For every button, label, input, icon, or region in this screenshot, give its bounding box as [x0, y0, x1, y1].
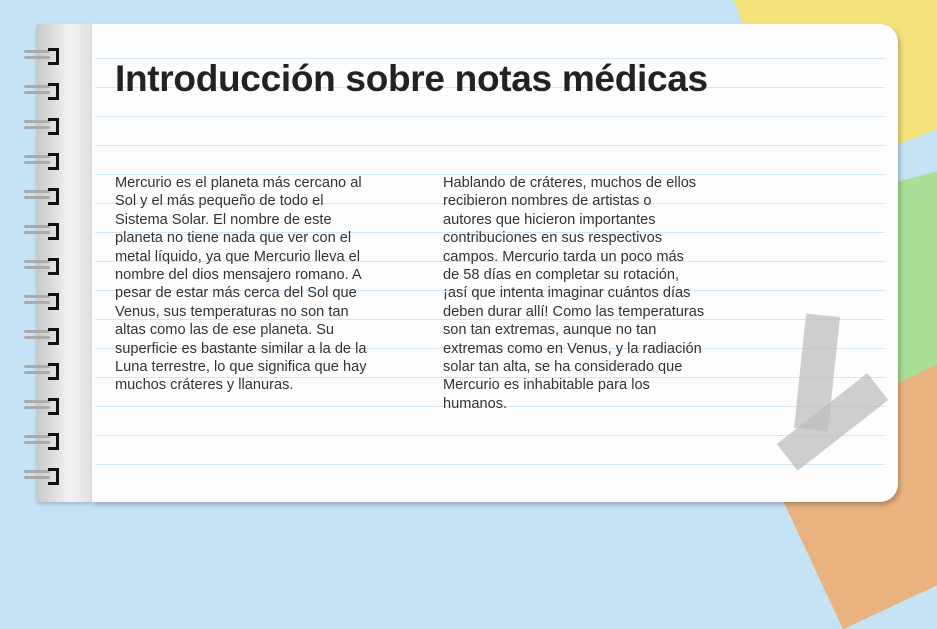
paragraph-line: Luna terrestre, lo que significa que hay — [115, 359, 367, 376]
spiral-ring-icon — [24, 363, 62, 377]
spiral-ring-icon — [24, 468, 62, 482]
text-column-left — [115, 174, 367, 395]
paragraph-line: humanos. — [443, 395, 508, 412]
paragraph-line: Hablando de cráteres, muchos de ellos — [443, 175, 697, 191]
paragraph-line: planeta no tiene nada que ver con el — [115, 230, 352, 247]
paragraph-line: campos. Mercurio tarda un poco más — [443, 248, 684, 265]
spiral-ring-icon — [24, 433, 62, 447]
ruled-line — [95, 145, 885, 146]
paragraph-line: solar tan alta, se ha considerado que — [443, 359, 683, 376]
paragraph-line: metal líquido, ya que Mercurio lleva el — [115, 248, 360, 265]
paragraph-line: recibieron nombres de artistas o — [443, 193, 652, 210]
paragraph-line: superficie es bastante similar a la de la — [115, 340, 367, 357]
paragraph-line: ¡así que intenta imaginar cuántos días — [443, 285, 691, 302]
spiral-ring-icon — [24, 398, 62, 412]
page-title: Introducción sobre notas médicas — [115, 58, 708, 99]
ruled-line — [95, 116, 885, 117]
spiral-ring-icon — [24, 223, 62, 237]
paragraph-line: altas como las de ese planeta. Su — [115, 322, 335, 339]
spiral-ring-icon — [24, 188, 62, 202]
spiral-ring-icon — [24, 293, 62, 307]
paragraph-line: Mercurio es inhabitable para los — [443, 377, 650, 394]
spiral-ring-icon — [24, 48, 62, 62]
spiral-ring-icon — [24, 258, 62, 272]
paragraph-line: son tan extremas, aunque no tan — [443, 322, 657, 339]
paragraph-line: Venus, sus temperaturas no son tan — [115, 303, 349, 320]
paragraph-line: deben durar allí! Como las temperaturas — [443, 303, 705, 320]
paragraph-line: nombre del dios mensajero romano. A — [115, 267, 362, 284]
ruled-line — [95, 464, 885, 465]
paragraph-line: extremas como en Venus, y la radiación — [443, 340, 702, 357]
spiral-ring-icon — [24, 118, 62, 132]
paragraph-line: Mercurio es el planeta más cercano al — [115, 175, 362, 191]
paragraph-line: autores que hicieron importantes — [443, 211, 656, 228]
spiral-ring-icon — [24, 83, 62, 97]
paragraph-line: Sistema Solar. El nombre de este — [115, 211, 332, 228]
ruled-line — [95, 435, 885, 436]
spiral-ring-icon — [24, 328, 62, 342]
text-column-right — [443, 174, 704, 413]
paragraph-line: muchos cráteres y llanuras. — [115, 377, 294, 394]
paragraph-line: pesar de estar más cerca del Sol que — [115, 285, 357, 302]
paragraph-line: de 58 días en completar su rotación, — [443, 267, 680, 284]
paragraph-line: contribuciones en sus respectivos — [443, 230, 663, 247]
spiral-ring-icon — [24, 153, 62, 167]
paragraph-line: Sol y el más pequeño de todo el — [115, 193, 324, 210]
